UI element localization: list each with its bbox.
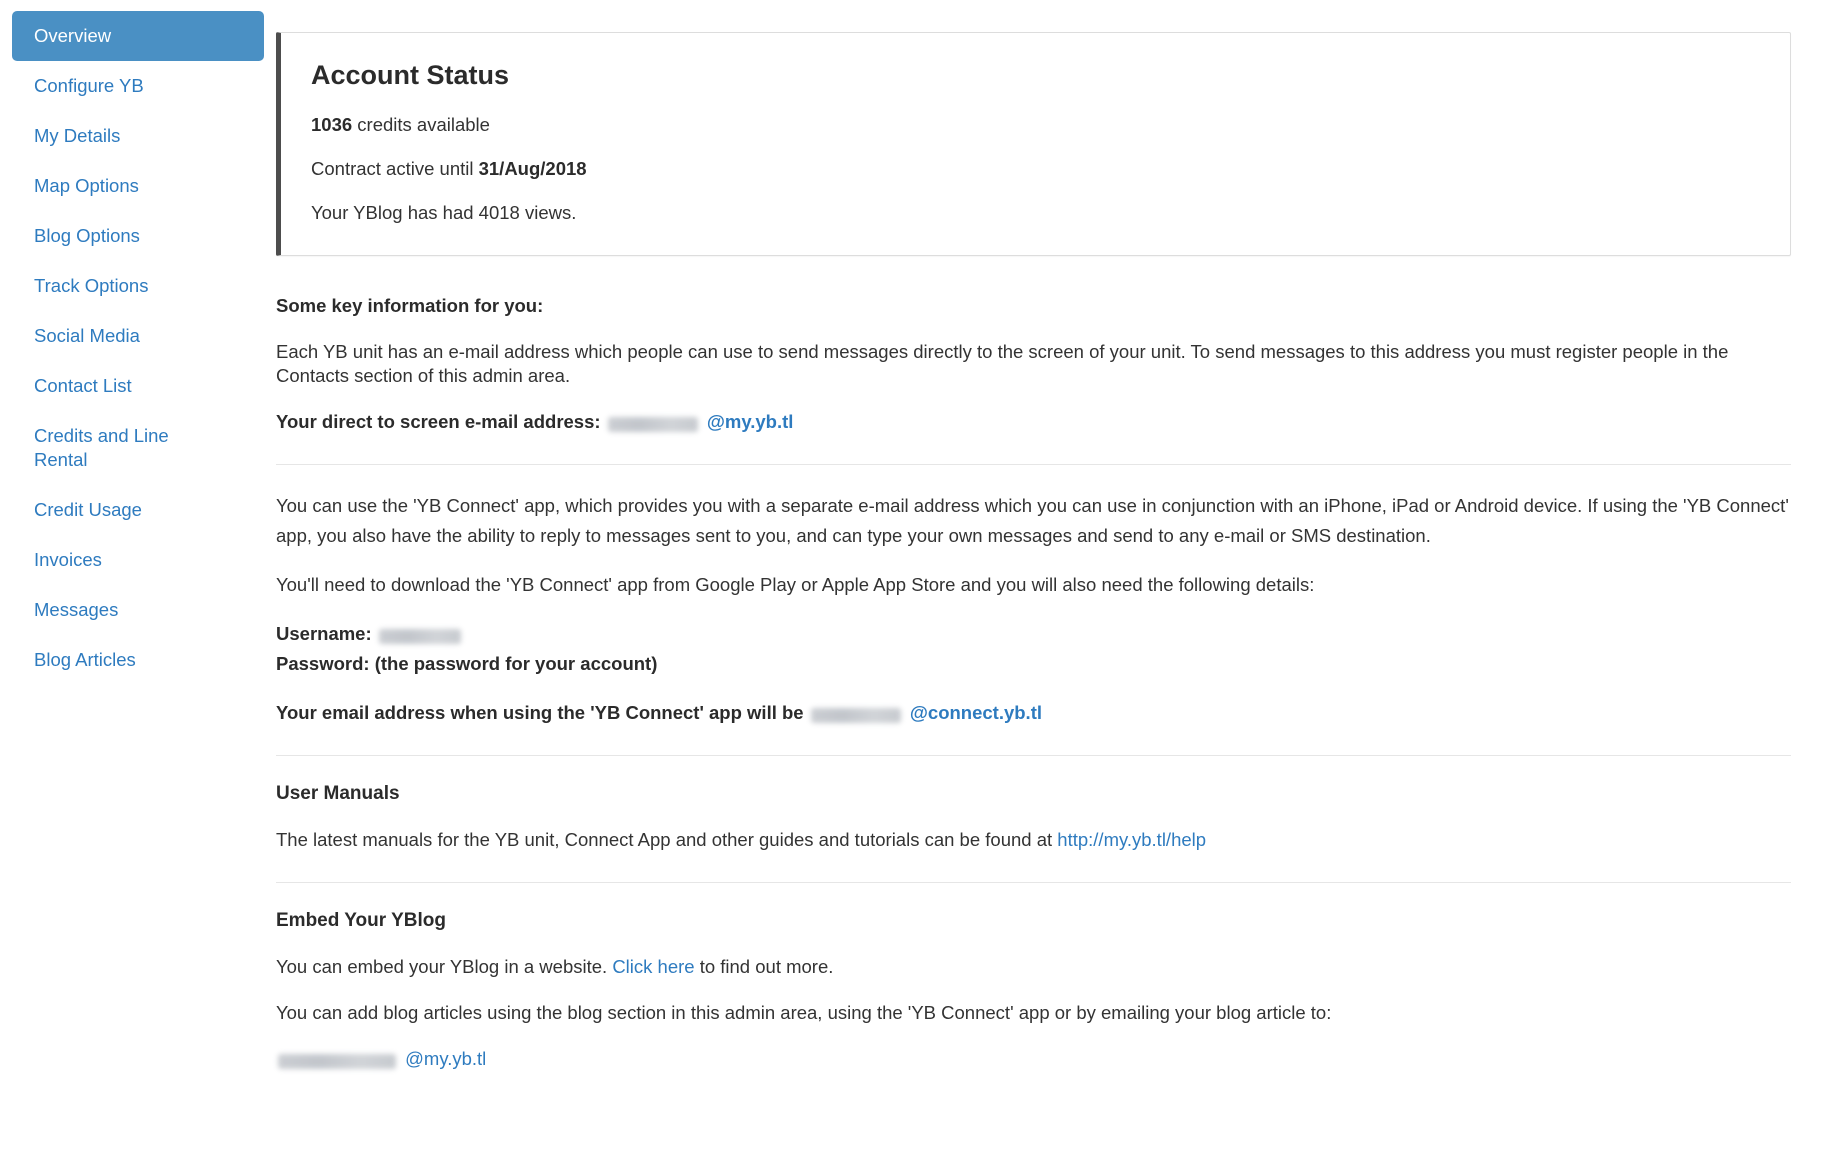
main-content <box>276 0 1829 1111</box>
embed-text-after: to find out more. <box>699 956 834 977</box>
sidebar-item-social-media[interactable]: Social Media <box>34 325 140 346</box>
credits-label: credits available <box>357 114 490 135</box>
sidebar-item-blog-options[interactable]: Blog Options <box>34 225 140 246</box>
divider-3 <box>276 882 1791 883</box>
redacted-direct-email-user <box>608 417 698 432</box>
help-link[interactable]: http://my.yb.tl/help <box>1057 829 1207 850</box>
sidebar-item-contact-list[interactable]: Contact List <box>34 375 132 396</box>
account-status-title: Account Status <box>311 60 510 90</box>
embed-yblog-text <box>276 955 1791 979</box>
sidebar-item-blog-articles[interactable]: Blog Articles <box>34 649 136 670</box>
credentials-block <box>276 619 1791 679</box>
key-info-heading: Some key information for you: <box>276 295 544 316</box>
redacted-connect-email-user <box>811 708 901 723</box>
sidebar-item-credits-and-line-rental[interactable]: Credits and Line Rental <box>34 425 169 470</box>
connect-email-domain[interactable]: @connect.yb.tl <box>909 702 1042 723</box>
user-manuals-heading: User Manuals <box>276 783 400 804</box>
direct-email-label: Your direct to screen e-mail address: <box>276 411 601 432</box>
click-here-link[interactable]: Click here <box>612 956 695 977</box>
username-label: Username: <box>276 623 372 644</box>
direct-email-row <box>276 410 1791 434</box>
redacted-blog-email-user <box>278 1054 396 1069</box>
embed-yblog-heading: Embed Your YBlog <box>276 910 446 931</box>
contract-prefix: Contract active until <box>311 158 474 179</box>
direct-email-domain[interactable]: @my.yb.tl <box>706 411 794 432</box>
connect-app-paragraph-1: You can use the 'YB Connect' app, which provides you with a separate e-mail address which you can use in conjunction with an iPhone, iPad or Android device. If using the 'YB Connect' app, you also have the ability to reply to messages sent to you, and can type your own messages and send to any e-mail or SMS destination. <box>276 495 1789 546</box>
contract-date: 31/Aug/2018 <box>478 158 587 179</box>
account-status-panel <box>276 32 1791 256</box>
user-manuals-text <box>276 828 1791 852</box>
divider-1 <box>276 464 1791 465</box>
embed-yblog-paragraph-2: You can add blog articles using the blog section in this admin area, using the 'YB Connect' app or by emailing your blog article to: <box>276 1002 1332 1023</box>
connect-email-row <box>276 701 1791 725</box>
sidebar-item-invoices[interactable]: Invoices <box>34 549 102 570</box>
embed-text-before: You can embed your YBlog in a website. <box>276 956 608 977</box>
user-manuals-text-before: The latest manuals for the YB unit, Connect App and other guides and tutorials can be found at <box>276 829 1053 850</box>
credits-line <box>311 113 1760 137</box>
sidebar-item-track-options[interactable]: Track Options <box>34 275 149 296</box>
divider-2 <box>276 755 1791 756</box>
sidebar-item-my-details[interactable]: My Details <box>34 125 121 146</box>
connect-app-paragraph-2: You'll need to download the 'YB Connect' app from Google Play or Apple App Store and you will also need the following details: <box>276 574 1315 595</box>
password-label: Password: (the password for your account) <box>276 653 658 674</box>
redacted-username-value <box>379 629 461 644</box>
contract-line <box>311 157 1760 181</box>
sidebar-item-configure-yb[interactable]: Configure YB <box>34 75 144 96</box>
credits-value: 1036 <box>311 114 353 135</box>
key-info-paragraph: Each YB unit has an e-mail address which people can use to send messages directly to the screen of your unit. To send messages to this address you must register people in the Contacts section of this admin area. <box>276 341 1729 386</box>
views-line: Your YBlog has had 4018 views. <box>311 202 577 223</box>
sidebar-item-credit-usage[interactable]: Credit Usage <box>34 499 142 520</box>
sidebar-nav <box>0 0 276 685</box>
connect-email-label: Your email address when using the 'YB Connect' app will be <box>276 702 804 723</box>
blog-email-domain[interactable]: @my.yb.tl <box>405 1048 487 1069</box>
blog-email-row <box>276 1047 1791 1071</box>
sidebar-item-messages[interactable]: Messages <box>34 599 119 620</box>
sidebar-item-overview[interactable]: Overview <box>12 11 264 61</box>
sidebar-item-map-options[interactable]: Map Options <box>34 175 139 196</box>
